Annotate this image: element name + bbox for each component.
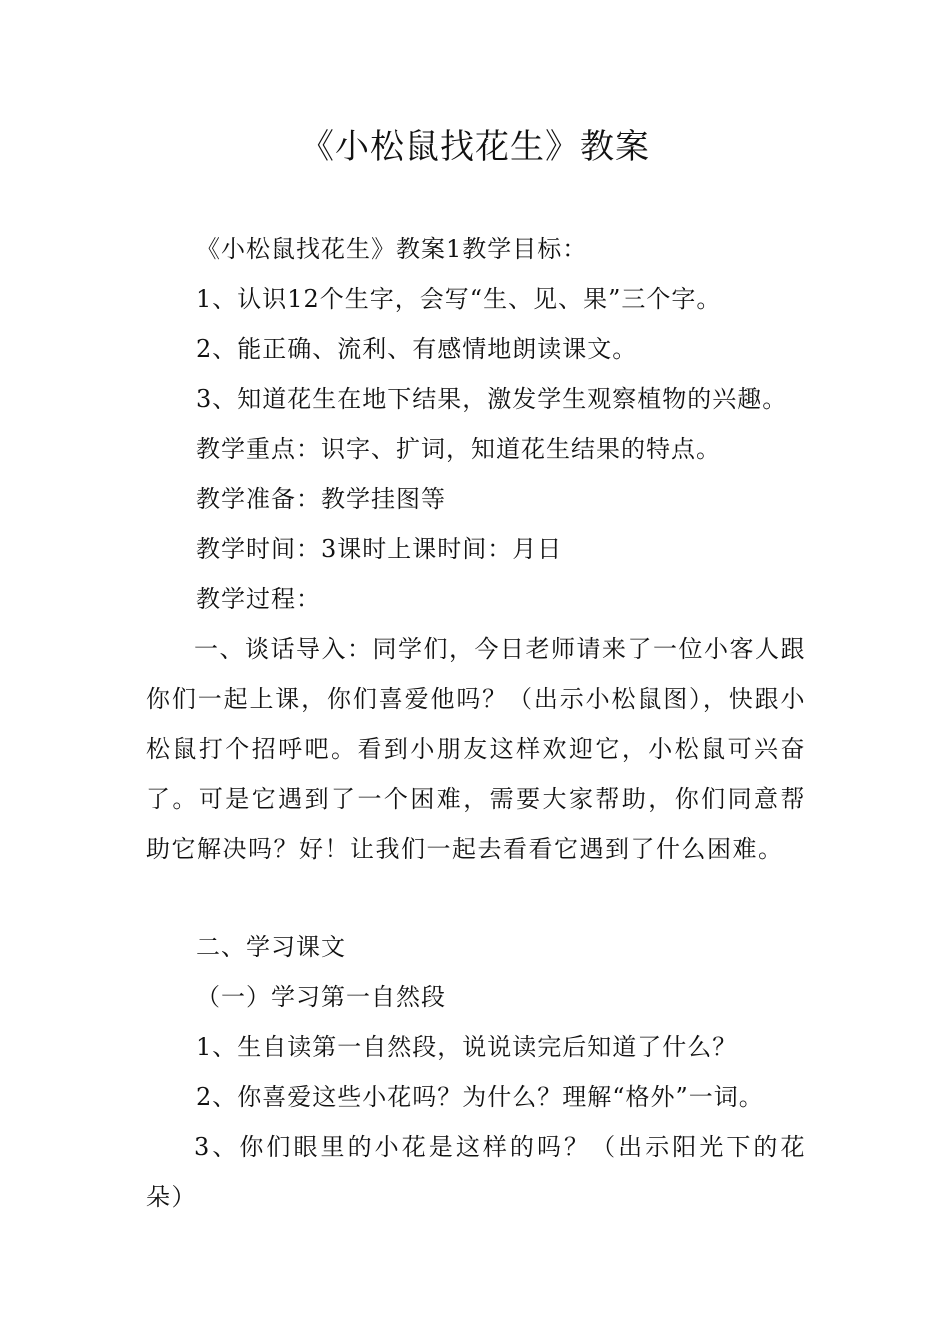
teaching-focus: 教学重点：识字、扩词，知道花生结果的特点。 xyxy=(196,435,721,463)
objective-3: 3、知道花生在地下结果，激发学生观察植物的兴趣。 xyxy=(196,385,788,413)
teaching-time: 教学时间：3课时上课时间：月日 xyxy=(196,535,563,563)
objective-2: 2、能正确、流利、有感情地朗读课文。 xyxy=(196,335,638,363)
teaching-process-heading: 教学过程： xyxy=(196,585,321,613)
step-2: 2、你喜爱这些小花吗？为什么？理解“格外”一词。 xyxy=(196,1083,764,1111)
objective-1: 1、认识12个生字，会写“生、见、果”三个字。 xyxy=(196,285,722,313)
intro-paragraph: 一、谈话导入：同学们，今日老师请来了一位小客人跟你们一起上课，你们喜爱他吗？（出示小松鼠图），快跟小松鼠打个招呼吧。看到小朋友这样欢迎它，小松鼠可兴奋了。可是它遇到了一个困难，需要大家帮助，你们同意帮助它解决吗？好！让我们一起去看看它遇到了什么困难。 xyxy=(146,635,806,863)
document-title: 《小松鼠找花生》教案 xyxy=(300,127,650,167)
objectives-heading: 《小松鼠找花生》教案1教学目标： xyxy=(196,235,588,263)
step-1: 1、生自读第一自然段，说说读完后知道了什么？ xyxy=(196,1033,738,1061)
step-3-paragraph: 3、你们眼里的小花是这样的吗？（出示阳光下的花朵） xyxy=(146,1133,806,1211)
teaching-preparation: 教学准备：教学挂图等 xyxy=(196,485,446,513)
subsection-one-heading: （一）学习第一自然段 xyxy=(196,983,446,1011)
section-two-heading: 二、学习课文 xyxy=(196,933,346,961)
